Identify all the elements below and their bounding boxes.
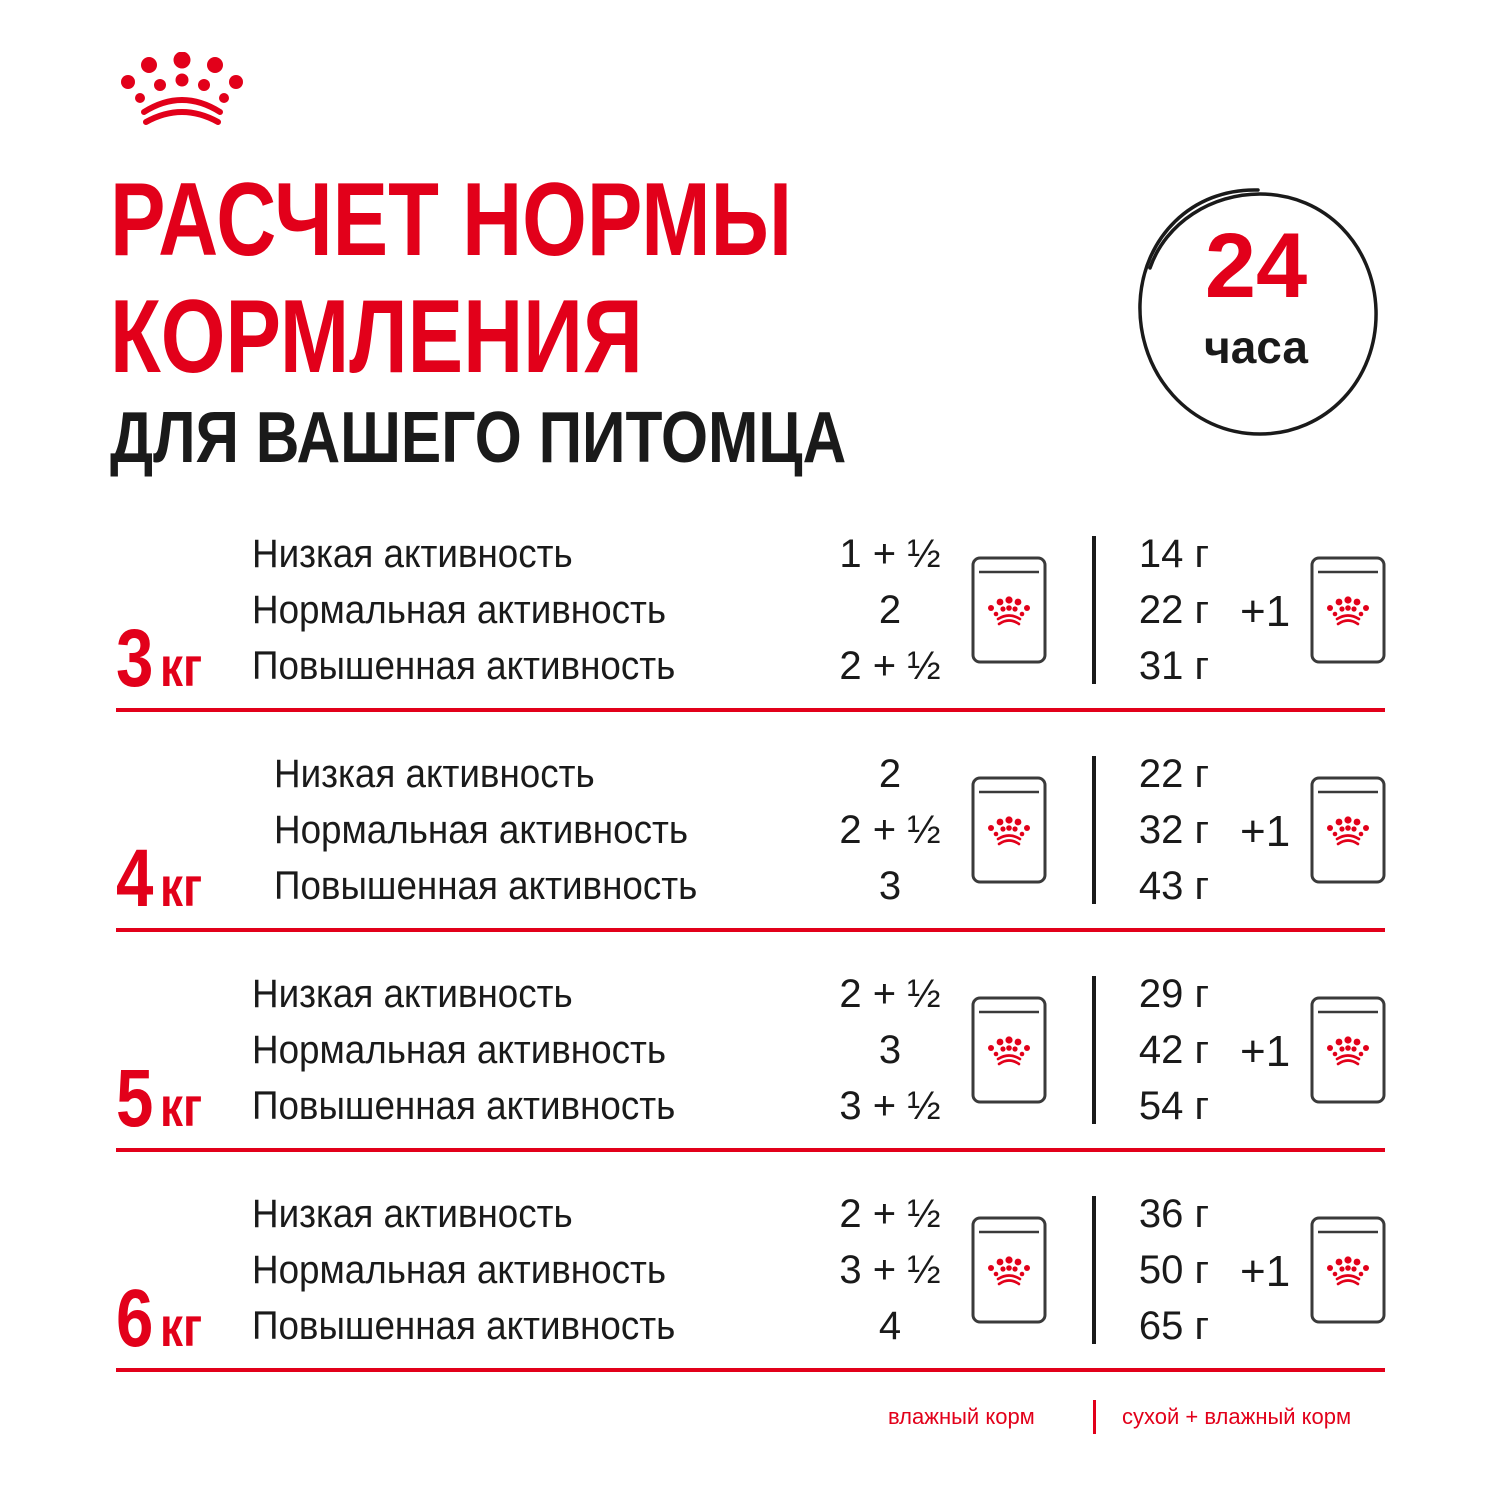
activity-label: Нормальная активность xyxy=(252,1028,667,1072)
group-divider-line xyxy=(116,928,1385,932)
activity-label: Повышенная активность xyxy=(252,1084,676,1128)
activity-label: Низкая активность xyxy=(252,972,573,1016)
wet-pouch-count: 3 xyxy=(878,1028,902,1072)
wet-pouch-count: 1 + ½ xyxy=(839,532,941,576)
wet-food-pouch-icon xyxy=(1310,1216,1386,1324)
weight-group xyxy=(0,1190,1500,1410)
dry-food-grams: 54 г xyxy=(1138,1084,1210,1128)
dry-food-grams: 36 г xyxy=(1138,1192,1210,1236)
weight-label xyxy=(116,1053,203,1144)
page-title-line-1: РАСЧЕТ НОРМЫ xyxy=(110,162,793,278)
dry-food-grams: 22 г xyxy=(1138,752,1210,796)
wet-pouch-count: 2 xyxy=(878,752,902,796)
weight-group xyxy=(0,530,1500,750)
weight-value: 4 xyxy=(116,833,154,924)
weight-label xyxy=(116,1273,203,1364)
weight-value: 3 xyxy=(116,613,154,704)
wet-pouch-count: 2 + ½ xyxy=(839,644,941,688)
hours-badge xyxy=(1120,176,1392,448)
plus-one-pouch: +1 xyxy=(1240,1247,1291,1296)
activity-label: Нормальная активность xyxy=(274,808,689,852)
weight-unit: кг xyxy=(159,635,203,698)
column-divider xyxy=(1092,976,1096,1124)
plus-one-pouch: +1 xyxy=(1240,807,1291,856)
plus-one-pouch: +1 xyxy=(1240,1027,1291,1076)
dry-food-grams: 22 г xyxy=(1138,588,1210,632)
wet-pouch-count: 2 + ½ xyxy=(839,1192,941,1236)
activity-label: Низкая активность xyxy=(252,532,573,576)
wet-pouch-count: 3 + ½ xyxy=(839,1248,941,1292)
royal-crown-icon xyxy=(118,52,246,126)
weight-group xyxy=(0,970,1500,1190)
dry-food-grams: 43 г xyxy=(1138,864,1210,908)
weight-value: 6 xyxy=(116,1273,154,1364)
group-divider-line xyxy=(116,1148,1385,1152)
badge-number: 24 xyxy=(1204,215,1308,317)
column-divider xyxy=(1092,1196,1096,1344)
weight-group xyxy=(0,750,1500,970)
legend-divider xyxy=(1093,1400,1096,1434)
weight-label xyxy=(116,833,203,924)
plus-one-pouch: +1 xyxy=(1240,587,1291,636)
wet-pouch-count: 3 + ½ xyxy=(839,1084,941,1128)
activity-label: Нормальная активность xyxy=(252,588,667,632)
wet-food-pouch-icon xyxy=(971,996,1047,1104)
dry-food-grams: 31 г xyxy=(1138,644,1210,688)
weight-value: 5 xyxy=(116,1053,154,1144)
dry-food-grams: 32 г xyxy=(1138,808,1210,852)
wet-food-pouch-icon xyxy=(971,1216,1047,1324)
activity-label: Нормальная активность xyxy=(252,1248,667,1292)
wet-food-pouch-icon xyxy=(1310,996,1386,1104)
activity-label: Повышенная активность xyxy=(274,864,698,908)
legend-mixed-food: сухой + влажный корм xyxy=(1122,1404,1352,1429)
dry-food-grams: 29 г xyxy=(1138,972,1210,1016)
column-divider xyxy=(1092,756,1096,904)
wet-food-pouch-icon xyxy=(1310,556,1386,664)
legend-wet-food: влажный корм xyxy=(888,1404,1035,1429)
page-title-line-2: КОРМЛЕНИЯ xyxy=(110,279,643,395)
weight-unit: кг xyxy=(159,1075,203,1138)
group-divider-line xyxy=(116,1368,1385,1372)
page-subtitle: ДЛЯ ВАШЕГО ПИТОМЦА xyxy=(110,398,847,478)
dry-food-grams: 65 г xyxy=(1138,1304,1210,1348)
dry-food-grams: 50 г xyxy=(1138,1248,1210,1292)
wet-food-pouch-icon xyxy=(971,556,1047,664)
wet-pouch-count: 3 xyxy=(878,864,902,908)
wet-food-pouch-icon xyxy=(971,776,1047,884)
activity-label: Низкая активность xyxy=(252,1192,573,1236)
weight-label xyxy=(116,613,203,704)
group-divider-line xyxy=(116,708,1385,712)
dry-food-grams: 42 г xyxy=(1138,1028,1210,1072)
weight-unit: кг xyxy=(159,855,203,918)
wet-pouch-count: 4 xyxy=(878,1304,902,1348)
activity-label: Повышенная активность xyxy=(252,1304,676,1348)
wet-food-pouch-icon xyxy=(1310,776,1386,884)
badge-unit: часа xyxy=(1203,321,1309,373)
wet-pouch-count: 2 + ½ xyxy=(839,972,941,1016)
wet-pouch-count: 2 + ½ xyxy=(839,808,941,852)
dry-food-grams: 14 г xyxy=(1138,532,1210,576)
weight-unit: кг xyxy=(159,1295,203,1358)
wet-pouch-count: 2 xyxy=(878,588,902,632)
column-divider xyxy=(1092,536,1096,684)
activity-label: Низкая активность xyxy=(274,752,595,796)
activity-label: Повышенная активность xyxy=(252,644,676,688)
